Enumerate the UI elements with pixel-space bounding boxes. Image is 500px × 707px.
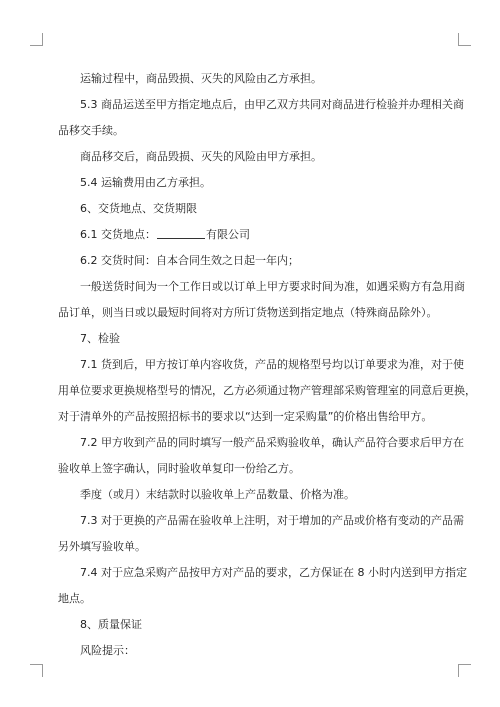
paragraph-line: 5.4 运输费用由乙方承担。: [80, 176, 211, 189]
paragraph-line: 一般送货时间为一个工作日或以订单上甲方要求时间为准，如遇采购方有急用商: [80, 280, 465, 293]
paragraph-line: 7.1 货到后，甲方按订单内容收货，产品的规格型号均以订单要求为准，对于使: [80, 358, 464, 371]
delivery-location-line: [58, 222, 443, 248]
paragraph-line: 季度（或月）末结款时以验收单上产品数量、价格为准。: [80, 488, 355, 501]
paragraph-line: 品移交手续。: [58, 124, 124, 137]
paragraph-line: 7.3 对于更换的产品需在验收单上注明，对于增加的产品或价格有变动的产品需: [80, 514, 464, 527]
crop-mark-bottom-left: [30, 664, 43, 677]
crop-mark-top-right: [458, 33, 471, 46]
crop-mark-top-left: [30, 33, 43, 46]
paragraph-line: 对于清单外的产品按照招标书的要求以“达到一定采购量”的价格出售给甲方。: [58, 410, 433, 423]
paragraph-line: 7.2 甲方收到产品的同时填写一般产品采购验收单，确认产品符合要求后甲方在: [80, 436, 464, 449]
paragraph-line: 5.3 商品运送至甲方指定地点后，由甲乙双方共同对商品进行检验并办理相关商: [80, 98, 464, 111]
paragraph-line: 6.2 交货时间：自本合同生效之日起一年内；: [80, 254, 299, 267]
company-suffix: 有限公司: [206, 228, 250, 241]
paragraph-line: 验收单上签字确认，同时验收单复印一份给乙方。: [58, 462, 300, 475]
document-body: [58, 66, 476, 664]
paragraph-line: 地点。: [58, 592, 91, 605]
paragraph-line: 商品移交后，商品毁损、灭失的风险由甲方承担。: [80, 150, 322, 163]
paragraph-line: 品订单，则当日或以最短时间将对方所订货物送到指定地点（特殊商品除外）。: [58, 306, 438, 319]
paragraph-line: 运输过程中，商品毁损、灭失的风险由乙方承担。: [80, 72, 322, 85]
section-heading: 7、检验: [80, 332, 120, 345]
crop-mark-bottom-right: [458, 664, 471, 677]
delivery-location-label: 6.1 交货地点：: [80, 228, 156, 241]
paragraph-line: 另外填写验收单。: [58, 540, 146, 553]
paragraph-line: 风险提示：: [80, 644, 135, 657]
section-heading: 6、交货地点、交货期限: [80, 202, 197, 215]
section-heading: 8、质量保证: [80, 618, 142, 631]
paragraph-line: 用单位要求更换规格型号的情况，乙方必须通过物产管理部采购管理室的同意后更换，: [58, 384, 476, 397]
paragraph-line: 7.4 对于应急采购产品按甲方对产品的要求，乙方保证在 8 小时内送到甲方指定: [80, 566, 467, 579]
blank-underline: [157, 226, 205, 239]
